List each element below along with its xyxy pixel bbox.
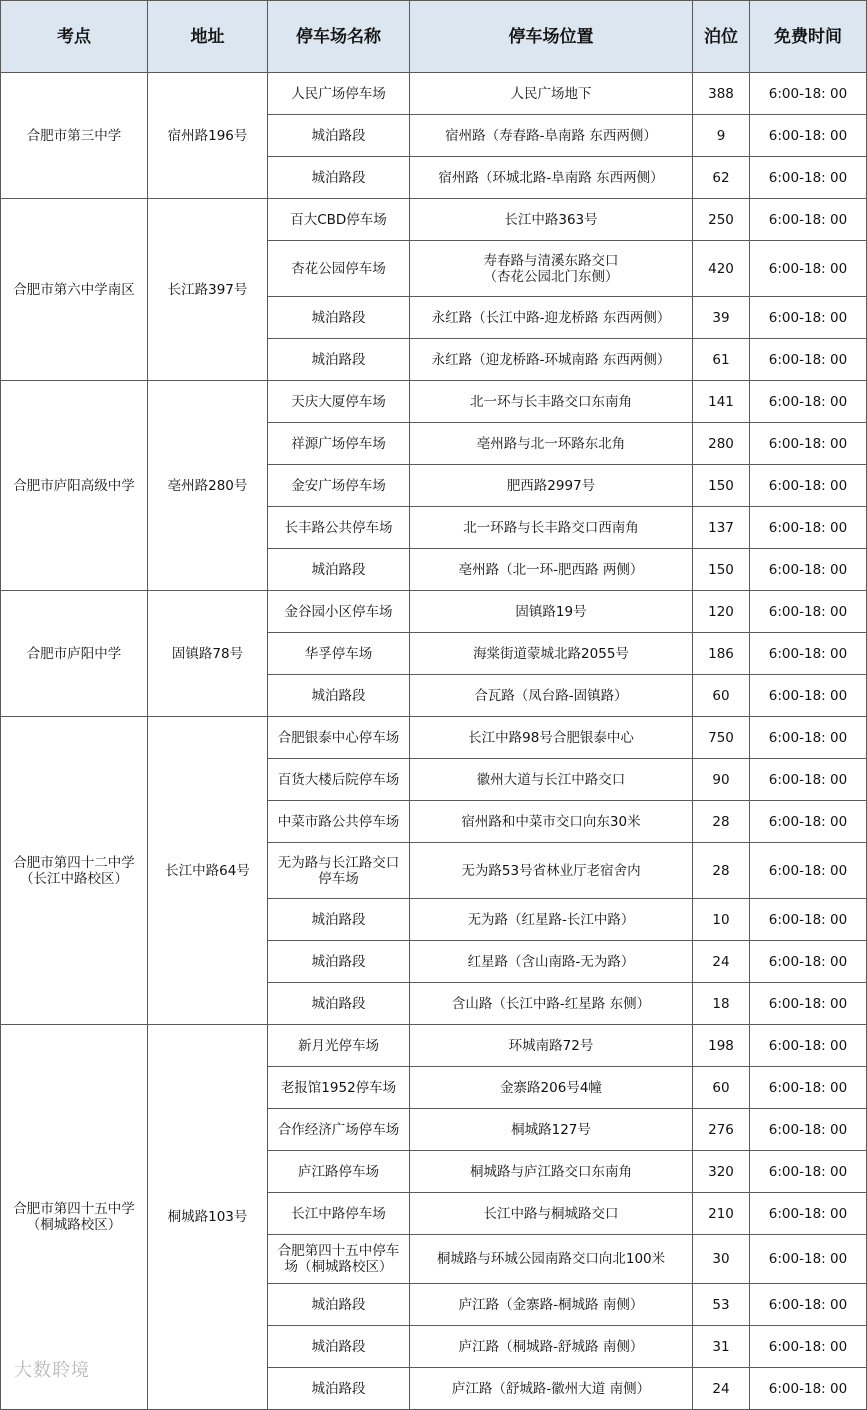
spaces-cell: 150	[693, 465, 750, 507]
lot-name-cell: 城泊路段	[268, 983, 410, 1025]
lot-location-cell: 长江中路98号合肥银泰中心	[410, 717, 693, 759]
spaces-cell: 120	[693, 591, 750, 633]
free-time-cell: 6:00-18: 00	[750, 465, 867, 507]
spaces-cell: 137	[693, 507, 750, 549]
lot-location-cell: 宿州路（寿春路-阜南路 东西两侧）	[410, 115, 693, 157]
lot-name-cell: 城泊路段	[268, 339, 410, 381]
table-row	[1, 717, 867, 759]
free-time-cell: 6:00-18: 00	[750, 1109, 867, 1151]
free-time-cell: 6:00-18: 00	[750, 1151, 867, 1193]
free-time-cell: 6:00-18: 00	[750, 1193, 867, 1235]
lot-name-cell: 城泊路段	[268, 115, 410, 157]
lot-name-cell: 长丰路公共停车场	[268, 507, 410, 549]
free-time-cell: 6:00-18: 00	[750, 675, 867, 717]
header-lot-name: 停车场名称	[268, 1, 410, 73]
free-time-cell: 6:00-18: 00	[750, 73, 867, 115]
lot-name-cell: 祥源广场停车场	[268, 423, 410, 465]
lot-location-cell: 桐城路与庐江路交口东南角	[410, 1151, 693, 1193]
lot-location-cell: 无为路（红星路-长江中路）	[410, 899, 693, 941]
lot-location-cell: 长江中路363号	[410, 199, 693, 241]
table-header	[1, 1, 867, 73]
spaces-cell: 18	[693, 983, 750, 1025]
table-row	[1, 591, 867, 633]
free-time-cell: 6:00-18: 00	[750, 549, 867, 591]
address-cell: 长江中路64号	[148, 717, 268, 1025]
free-time-cell: 6:00-18: 00	[750, 1284, 867, 1326]
lot-location-cell: 庐江路（舒城路-徽州大道 南侧）	[410, 1368, 693, 1410]
lot-name-cell: 金安广场停车场	[268, 465, 410, 507]
spaces-cell: 210	[693, 1193, 750, 1235]
table-body	[1, 73, 867, 1410]
address-cell: 固镇路78号	[148, 591, 268, 717]
lot-name-cell: 金谷园小区停车场	[268, 591, 410, 633]
header-free-time: 免费时间	[750, 1, 867, 73]
free-time-cell: 6:00-18: 00	[750, 157, 867, 199]
spaces-cell: 141	[693, 381, 750, 423]
spaces-cell: 250	[693, 199, 750, 241]
lot-location-cell: 环城南路72号	[410, 1025, 693, 1067]
lot-location-cell: 桐城路与环城公园南路交口向北100米	[410, 1235, 693, 1284]
header-row	[1, 1, 867, 73]
spaces-cell: 198	[693, 1025, 750, 1067]
free-time-cell: 6:00-18: 00	[750, 843, 867, 899]
lot-name-cell: 天庆大厦停车场	[268, 381, 410, 423]
exam-site-cell: 合肥市第六中学南区	[1, 199, 148, 381]
spaces-cell: 28	[693, 843, 750, 899]
address-cell: 宿州路196号	[148, 73, 268, 199]
free-time-cell: 6:00-18: 00	[750, 381, 867, 423]
lot-location-cell: 桐城路127号	[410, 1109, 693, 1151]
header-exam-site: 考点	[1, 1, 148, 73]
lot-name-cell: 城泊路段	[268, 899, 410, 941]
lot-name-cell: 城泊路段	[268, 1368, 410, 1410]
lot-location-cell: 北一环路与长丰路交口西南角	[410, 507, 693, 549]
lot-location-cell: 亳州路与北一环路东北角	[410, 423, 693, 465]
lot-location-cell: 固镇路19号	[410, 591, 693, 633]
free-time-cell: 6:00-18: 00	[750, 423, 867, 465]
address-cell: 桐城路103号	[148, 1025, 268, 1410]
lot-name-cell: 新月光停车场	[268, 1025, 410, 1067]
spaces-cell: 150	[693, 549, 750, 591]
spaces-cell: 60	[693, 1067, 750, 1109]
free-time-cell: 6:00-18: 00	[750, 115, 867, 157]
lot-location-cell: 肥西路2997号	[410, 465, 693, 507]
spaces-cell: 61	[693, 339, 750, 381]
spaces-cell: 24	[693, 1368, 750, 1410]
header-lot-location: 停车场位置	[410, 1, 693, 73]
address-cell: 长江路397号	[148, 199, 268, 381]
free-time-cell: 6:00-18: 00	[750, 199, 867, 241]
lot-name-cell: 城泊路段	[268, 1284, 410, 1326]
lot-location-cell: 寿春路与清溪东路交口 （杏花公园北门东侧）	[410, 241, 693, 297]
free-time-cell: 6:00-18: 00	[750, 591, 867, 633]
spaces-cell: 388	[693, 73, 750, 115]
lot-name-cell: 无为路与长江路交口 停车场	[268, 843, 410, 899]
exam-site-cell: 合肥市庐阳高级中学	[1, 381, 148, 591]
exam-site-cell: 合肥市第四十五中学 （桐城路校区）	[1, 1025, 148, 1410]
lot-name-cell: 城泊路段	[268, 675, 410, 717]
free-time-cell: 6:00-18: 00	[750, 941, 867, 983]
address-cell: 亳州路280号	[148, 381, 268, 591]
spaces-cell: 28	[693, 801, 750, 843]
free-time-cell: 6:00-18: 00	[750, 899, 867, 941]
spaces-cell: 62	[693, 157, 750, 199]
table-row	[1, 381, 867, 423]
lot-location-cell: 宿州路（环城北路-阜南路 东西两侧）	[410, 157, 693, 199]
lot-name-cell: 庐江路停车场	[268, 1151, 410, 1193]
lot-location-cell: 无为路53号省林业厅老宿舍内	[410, 843, 693, 899]
spaces-cell: 39	[693, 297, 750, 339]
lot-location-cell: 庐江路（桐城路-舒城路 南侧）	[410, 1326, 693, 1368]
free-time-cell: 6:00-18: 00	[750, 297, 867, 339]
lot-name-cell: 城泊路段	[268, 941, 410, 983]
lot-location-cell: 含山路（长江中路-红星路 东侧）	[410, 983, 693, 1025]
lot-location-cell: 海棠街道蒙城北路2055号	[410, 633, 693, 675]
table-row	[1, 199, 867, 241]
lot-name-cell: 老报馆1952停车场	[268, 1067, 410, 1109]
free-time-cell: 6:00-18: 00	[750, 983, 867, 1025]
lot-location-cell: 人民广场地下	[410, 73, 693, 115]
free-time-cell: 6:00-18: 00	[750, 1235, 867, 1284]
lot-name-cell: 百大CBD停车场	[268, 199, 410, 241]
exam-site-cell: 合肥市第四十二中学 （长江中路校区）	[1, 717, 148, 1025]
lot-name-cell: 合肥银泰中心停车场	[268, 717, 410, 759]
free-time-cell: 6:00-18: 00	[750, 1025, 867, 1067]
free-time-cell: 6:00-18: 00	[750, 759, 867, 801]
lot-location-cell: 永红路（长江中路-迎龙桥路 东西两侧）	[410, 297, 693, 339]
spaces-cell: 280	[693, 423, 750, 465]
table-row	[1, 73, 867, 115]
lot-name-cell: 人民广场停车场	[268, 73, 410, 115]
lot-name-cell: 华孚停车场	[268, 633, 410, 675]
header-address: 地址	[148, 1, 268, 73]
lot-location-cell: 宿州路和中菜市交口向东30米	[410, 801, 693, 843]
free-time-cell: 6:00-18: 00	[750, 1067, 867, 1109]
spaces-cell: 60	[693, 675, 750, 717]
free-time-cell: 6:00-18: 00	[750, 801, 867, 843]
free-time-cell: 6:00-18: 00	[750, 633, 867, 675]
lot-name-cell: 城泊路段	[268, 1326, 410, 1368]
exam-site-cell: 合肥市庐阳中学	[1, 591, 148, 717]
lot-name-cell: 城泊路段	[268, 549, 410, 591]
spaces-cell: 9	[693, 115, 750, 157]
lot-name-cell: 长江中路停车场	[268, 1193, 410, 1235]
free-time-cell: 6:00-18: 00	[750, 1368, 867, 1410]
exam-site-cell: 合肥市第三中学	[1, 73, 148, 199]
lot-location-cell: 长江中路与桐城路交口	[410, 1193, 693, 1235]
lot-name-cell: 百货大楼后院停车场	[268, 759, 410, 801]
lot-location-cell: 亳州路（北一环-肥西路 两侧）	[410, 549, 693, 591]
spaces-cell: 320	[693, 1151, 750, 1193]
spaces-cell: 30	[693, 1235, 750, 1284]
spaces-cell: 90	[693, 759, 750, 801]
lot-location-cell: 徽州大道与长江中路交口	[410, 759, 693, 801]
spaces-cell: 24	[693, 941, 750, 983]
spaces-cell: 31	[693, 1326, 750, 1368]
free-time-cell: 6:00-18: 00	[750, 241, 867, 297]
lot-location-cell: 红星路（含山南路-无为路）	[410, 941, 693, 983]
lot-location-cell: 北一环与长丰路交口东南角	[410, 381, 693, 423]
spaces-cell: 10	[693, 899, 750, 941]
lot-name-cell: 杏花公园停车场	[268, 241, 410, 297]
lot-location-cell: 金寨路206号4幢	[410, 1067, 693, 1109]
lot-name-cell: 城泊路段	[268, 157, 410, 199]
free-time-cell: 6:00-18: 00	[750, 1326, 867, 1368]
header-spaces: 泊位	[693, 1, 750, 73]
lot-name-cell: 中菜市路公共停车场	[268, 801, 410, 843]
lot-location-cell: 合瓦路（凤台路-固镇路）	[410, 675, 693, 717]
spaces-cell: 750	[693, 717, 750, 759]
lot-name-cell: 合肥第四十五中停车 场（桐城路校区）	[268, 1235, 410, 1284]
free-time-cell: 6:00-18: 00	[750, 717, 867, 759]
watermark: 大数聆境	[14, 1360, 90, 1381]
lot-location-cell: 永红路（迎龙桥路-环城南路 东西两侧）	[410, 339, 693, 381]
free-time-cell: 6:00-18: 00	[750, 507, 867, 549]
lot-name-cell: 城泊路段	[268, 297, 410, 339]
lot-name-cell: 合作经济广场停车场	[268, 1109, 410, 1151]
lot-location-cell: 庐江路（金寨路-桐城路 南侧）	[410, 1284, 693, 1326]
spaces-cell: 276	[693, 1109, 750, 1151]
spaces-cell: 420	[693, 241, 750, 297]
free-time-cell: 6:00-18: 00	[750, 339, 867, 381]
spaces-cell: 186	[693, 633, 750, 675]
table-row	[1, 1025, 867, 1067]
spaces-cell: 53	[693, 1284, 750, 1326]
